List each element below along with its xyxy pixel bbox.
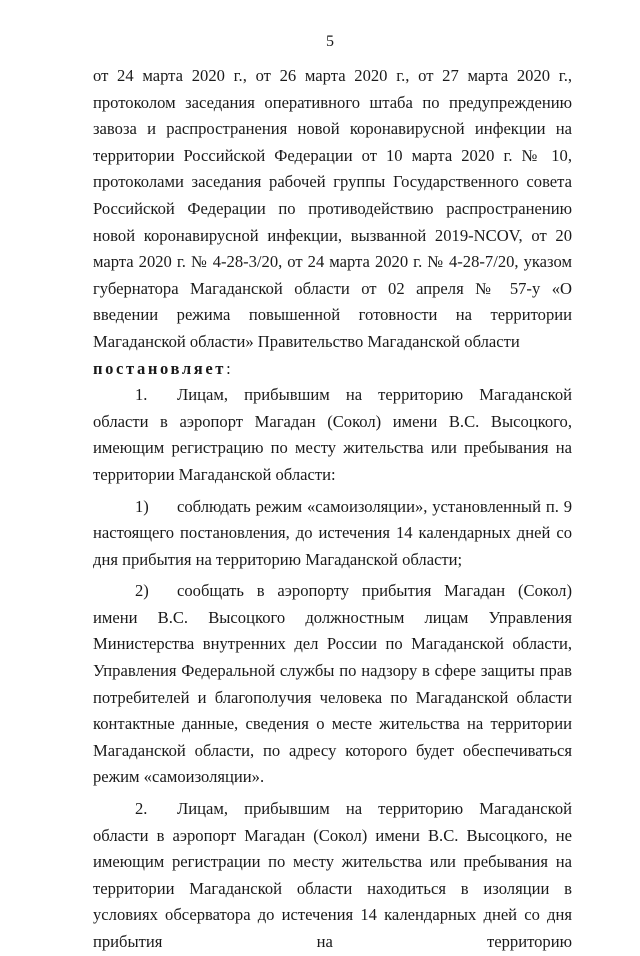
- intro-text: от 24 марта 2020 г., от 26 марта 2020 г., от 27 марта 2020 г., протоколом заседания оперативного штаба по предупреждению завоза и распространения новой коронавирусной инфекции на территории Российской Федерации от 10 марта 2020 г. № 10, протоколами заседания рабочей группы Государственного совета Российской Федерации по противодействию распространению новой коронавирусной инфекции, вызванной 2019-NCOV, от 20 марта 2020 г. № 4-28-3/20, от 24 марта 2020 г. № 4-28-7/20, указом губернатора Магаданской области от 02 апреля № 57-у «О введении режима повышенной готовности на территории Магаданской области» Правительство Магаданской области: [93, 66, 572, 351]
- decree-colon: :: [226, 358, 231, 378]
- clause-1-text: Лицам, прибывшим на территорию Магаданской области в аэропорт Магадан (Сокол) имени В.С. Высоцкого, имеющим регистрацию по месту жительства или пребывания на территории Магаданской области:: [93, 385, 572, 484]
- clause-2-text: Лицам, прибывшим на территорию Магаданской области в аэропорт Магадан (Сокол) имени В.С. Высоцкого, не имеющим регистрации по месту жительства или пребывания на территории Магаданской области находиться в изоляции в условиях обсерватора до истечения 14 календарных дней со дня прибытия на территорию: [93, 799, 572, 951]
- clause-1-sub-1-number: 1): [135, 496, 149, 516]
- decree-word: постановляет: [93, 358, 227, 378]
- document-body: [93, 63, 572, 956]
- clause-2: [93, 796, 572, 956]
- clause-1-sub-2-number: 2): [135, 581, 149, 601]
- clause-1-sub-2-text: сообщать в аэропорту прибытия Магадан (Сокол) имени В.С. Высоцкого должностным лицам Управления Министерства внутренних дел России по Магаданской области, Управления Федеральной службы по надзору в сфере защиты прав потребителей и благополучия человека по Магаданской области контактные данные, сведения о месте жительства на территории Магаданской области, по адресу которого будет обеспечиваться режим «самоизоляции».: [93, 581, 572, 787]
- decree-paragraph: [93, 356, 572, 383]
- clause-1-sub-2: [93, 578, 572, 791]
- clause-1: [93, 382, 572, 488]
- clause-1-sub-1-text: соблюдать режим «самоизоляции», установленный п. 9 настоящего постановления, до истечения 14 календарных дней со дня прибытия на территорию Магаданской области;: [93, 496, 572, 569]
- page-number: 5: [326, 33, 334, 50]
- intro-paragraph: [93, 63, 572, 356]
- clause-1-number: 1.: [135, 385, 148, 405]
- clause-2-number: 2.: [135, 799, 148, 819]
- clause-1-sub-1: [93, 494, 572, 574]
